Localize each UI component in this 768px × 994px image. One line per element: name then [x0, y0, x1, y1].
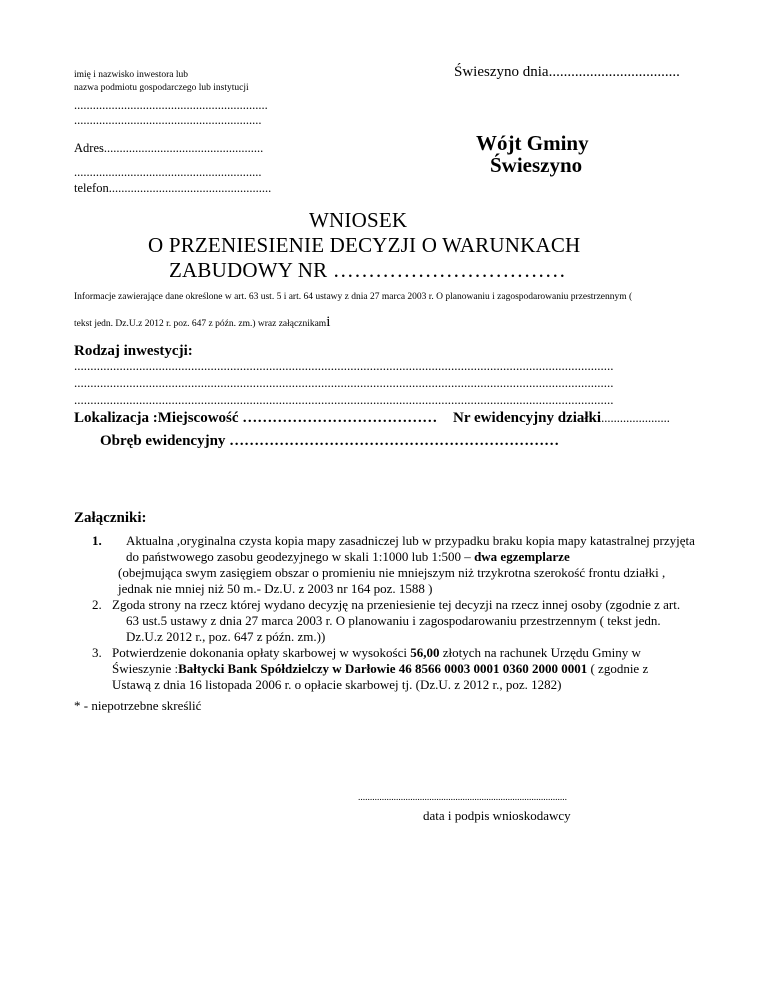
copies-count: dwa egzemplarze: [474, 549, 570, 564]
item-line: Aktualna ,oryginalna czysta kopia mapy zasadniczej lub w przypadku braku kopia mapy katastralnej przyjęta: [126, 533, 695, 548]
investment-type-label: Rodzaj inwestycji:: [74, 343, 193, 359]
item-number: 1.: [92, 533, 102, 548]
address-field[interactable]: Adres...................................................: [74, 141, 264, 155]
signature-line[interactable]: ........................................................................................: [358, 793, 567, 803]
recipient-line-1: Wójt Gminy: [476, 131, 589, 155]
attachment-item-2: [78, 597, 718, 645]
item-line: Świeszynie :Bałtycki Bank Spółdzielczy w Darłowie 46 8566 0003 0001 0360 2000 0001 ( zgodnie z: [112, 661, 649, 676]
item-line: Potwierdzenie dokonania opłaty skarbowej w wysokości 56,00 złotych na rachunek Urzędu Gminy w: [112, 645, 641, 660]
info-trailing-letter: i: [326, 314, 331, 330]
plot-number-field[interactable]: Nr ewidencyjny działki......................: [453, 410, 670, 426]
item-line: jednak nie mniej niż 50 m.- Dz.U. z 2003 nr 164 poz. 1588 ): [118, 581, 433, 596]
document-title-line-2: O PRZENIESIENIE DECYZJI O WARUNKACH: [148, 233, 581, 257]
recipient-line-2: Świeszyno: [490, 153, 583, 177]
item-line: (obejmująca swym zasięgiem obszar o promieniu nie mniejszym niż trzykrotna szerokość frontu działki ,: [118, 565, 666, 580]
investor-label-1: imię i nazwisko inwestora lub: [74, 70, 188, 80]
footnote: * - niepotrzebne skreślić: [74, 698, 202, 713]
investment-dots-3[interactable]: ......................................................................................................................................................................: [74, 392, 614, 407]
attachment-item-3: [78, 645, 718, 693]
item-line: Ustawą z dnia 16 listopada 2006 r. o opłacie skarbowej tj. (Dz.U. z 2012 r., poz. 1282): [112, 677, 562, 692]
investor-name-dots-2[interactable]: ............................................................: [74, 113, 262, 127]
investor-label-2: nazwa podmiotu gospodarczego lub instytucji: [74, 83, 249, 93]
legal-info-line-2: tekst jedn. Dz.U.z 2012 r. poz. 647 z późn. zm.) wraz załącznikami: [74, 314, 331, 330]
plot-number-dots: ......................: [601, 411, 670, 425]
item-number: 2.: [92, 597, 102, 612]
attachment-item-1: [78, 533, 718, 597]
item-line: Zgoda strony na rzecz której wydano decyzję na przeniesienie tej decyzji na rzecz innej osoby (zgodnie z art.: [112, 597, 681, 612]
decision-number-field[interactable]: ZABUDOWY NR ……………………………: [169, 258, 566, 282]
investor-name-dots-1[interactable]: ..............................................................: [74, 98, 268, 112]
bank-account: Bałtycki Bank Spółdzielczy w Darłowie 46 8566 0003 0001 0360 2000 0001: [178, 661, 588, 676]
legal-info-line-1: Informacje zawierające dane określone w art. 63 ust. 5 i art. 64 ustawy z dnia 27 marca 2003 r. O planowaniu i zagospodarowaniu przestrzennym (: [74, 292, 633, 302]
item-number: 3.: [92, 645, 102, 660]
place-date-field[interactable]: Świeszyno dnia...................................: [454, 64, 680, 80]
attachments-list: [78, 533, 718, 693]
item-line: 63 ust.5 ustawy z dnia 27 marca 2003 r. O planowaniu i zagospodarowaniu przestrzennym ( tekst jedn.: [126, 613, 661, 628]
phone-field[interactable]: telefon....................................................: [74, 181, 272, 195]
location-field[interactable]: Lokalizacja :Miejscowość …………………………………: [74, 410, 438, 426]
signature-label: data i podpis wnioskodawcy: [423, 808, 571, 823]
investment-dots-2[interactable]: ......................................................................................................................................................................: [74, 375, 614, 390]
attachments-label: Załączniki:: [74, 510, 147, 526]
precinct-field[interactable]: Obręb ewidencyjny …………………………………………………………: [100, 433, 560, 449]
fee-amount: 56,00: [410, 645, 440, 660]
item-line: do państwowego zasobu geodezyjnego w skali 1:1000 lub 1:500 – dwa egzemplarze: [126, 549, 570, 564]
item-line: Dz.U.z 2012 r., poz. 647 z późn. zm.)): [126, 629, 326, 644]
document-title: WNIOSEK: [309, 208, 408, 232]
address-dots[interactable]: ............................................................: [74, 165, 262, 179]
investment-dots-1[interactable]: ......................................................................................................................................................................: [74, 358, 614, 373]
